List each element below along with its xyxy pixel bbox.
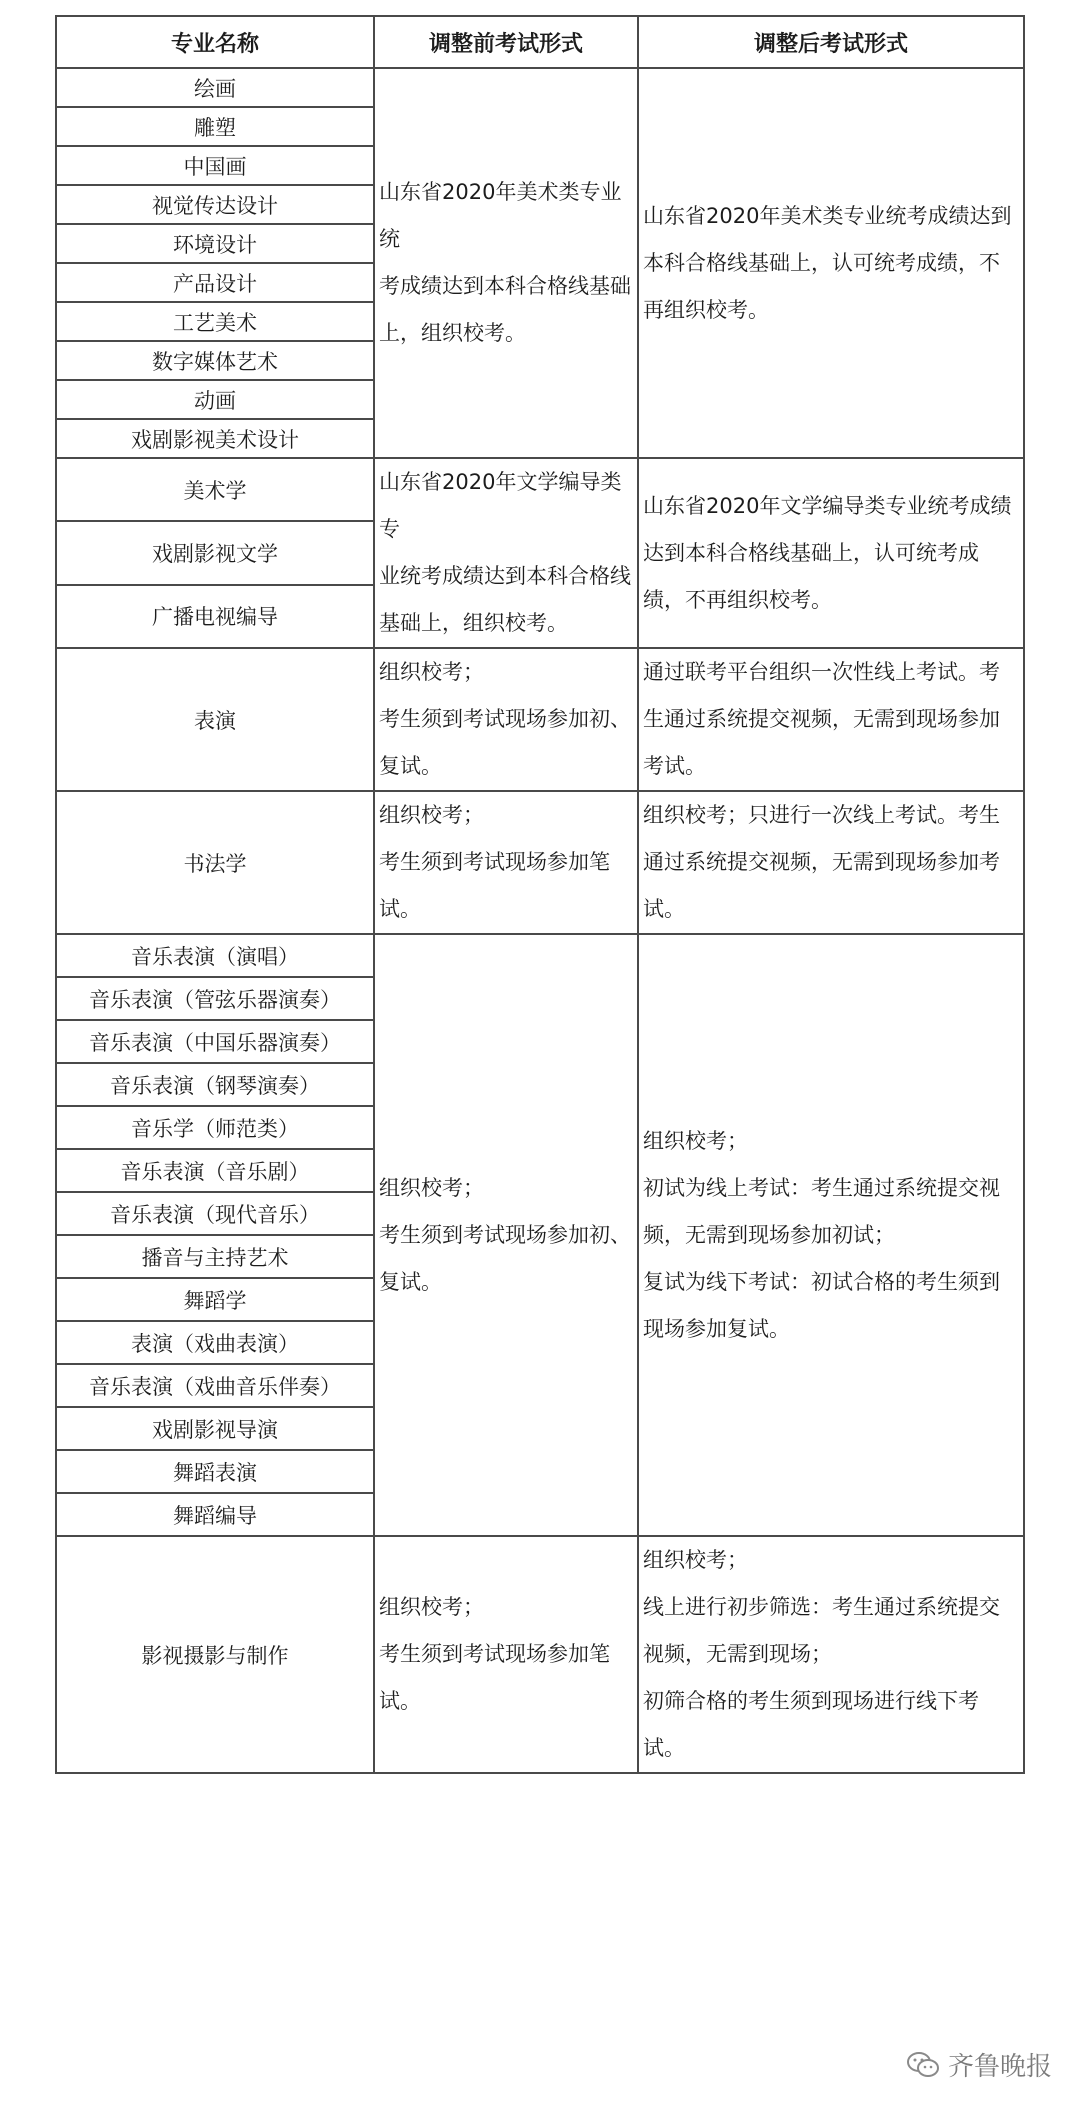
major-name-cell: 戏剧影视美术设计: [56, 419, 374, 458]
major-name-cell: 广播电视编导: [56, 585, 374, 648]
table-row: [56, 648, 1024, 791]
table-row: [56, 68, 1024, 107]
format-line: 线上进行初步筛选：考生通过系统提交: [643, 1595, 1000, 1619]
format-line: 山东省2020年美术类专业统考成绩达到: [643, 203, 1012, 228]
after-format-cell: [638, 648, 1024, 791]
after-format-cell: [638, 68, 1024, 458]
format-line: 考成绩达到本科合格线基础: [379, 274, 631, 298]
major-name-cell: 播音与主持艺术: [56, 1235, 374, 1278]
major-name-cell: 音乐表演（管弦乐器演奏）: [56, 977, 374, 1020]
format-line: 通过系统提交视频，无需到现场参加考: [643, 850, 1000, 874]
format-line: 组织校考；: [643, 1548, 748, 1572]
major-name-cell: 雕塑: [56, 107, 374, 146]
table-header-row: [56, 16, 1024, 68]
major-name-cell: 产品设计: [56, 263, 374, 302]
format-line: 复试。: [379, 1269, 442, 1294]
major-name-cell: 影视摄影与制作: [56, 1536, 374, 1773]
format-line: 业统考成绩达到本科合格线: [379, 564, 631, 588]
format-line: 试。: [643, 1736, 685, 1760]
header-before-format: 调整前考试形式: [374, 16, 638, 68]
major-name-cell: 舞蹈编导: [56, 1493, 374, 1536]
exam-format-table-container: [55, 15, 1023, 1774]
format-line: 组织校考；: [379, 1175, 484, 1200]
format-line: 山东省2020年美术类专业统: [379, 180, 622, 251]
format-line: 达到本科合格线基础上，认可统考成: [643, 540, 979, 565]
major-name-cell: 绘画: [56, 68, 374, 107]
major-name-cell: 美术学: [56, 458, 374, 521]
watermark: [906, 2046, 1052, 2083]
format-line: 视频，无需到现场；: [643, 1642, 832, 1666]
format-line: 复试为线下考试：初试合格的考生须到: [643, 1269, 1000, 1294]
format-line: 上，组织校考。: [379, 321, 526, 345]
major-name-cell: 工艺美术: [56, 302, 374, 341]
major-name-cell: 数字媒体艺术: [56, 341, 374, 380]
format-line: 频，无需到现场参加初试；: [643, 1222, 895, 1247]
format-line: 初试为线上考试：考生通过系统提交视: [643, 1175, 1000, 1200]
before-format-cell: [374, 648, 638, 791]
before-format-cell: [374, 791, 638, 934]
after-format-cell: [638, 934, 1024, 1536]
format-line: 考生须到考试现场参加笔: [379, 1642, 610, 1666]
major-name-cell: 音乐学（师范类）: [56, 1106, 374, 1149]
format-line: 考生须到考试现场参加初、: [379, 707, 631, 731]
table-row: [56, 791, 1024, 934]
format-line: 现场参加复试。: [643, 1316, 790, 1341]
format-line: 本科合格线基础上，认可统考成绩，不: [643, 250, 1000, 275]
format-line: 通过联考平台组织一次性线上考试。考: [643, 660, 1000, 684]
major-name-cell: 视觉传达设计: [56, 185, 374, 224]
table-body: [56, 68, 1024, 1773]
format-line: 试。: [643, 897, 685, 921]
major-name-cell: 表演: [56, 648, 374, 791]
major-name-cell: 戏剧影视导演: [56, 1407, 374, 1450]
before-format-cell: [374, 458, 638, 648]
format-line: 山东省2020年文学编导类专: [379, 470, 622, 541]
format-line: 组织校考；: [643, 1128, 748, 1153]
format-line: 组织校考；: [379, 1595, 484, 1619]
major-name-cell: 音乐表演（音乐剧）: [56, 1149, 374, 1192]
format-line: 考试。: [643, 754, 706, 778]
major-name-cell: 音乐表演（戏曲音乐伴奏）: [56, 1364, 374, 1407]
format-line: 试。: [379, 897, 421, 921]
format-line: 山东省2020年文学编导类专业统考成绩: [643, 493, 1012, 518]
major-name-cell: 舞蹈表演: [56, 1450, 374, 1493]
table-row: [56, 458, 1024, 521]
format-line: 试。: [379, 1689, 421, 1713]
major-name-cell: 书法学: [56, 791, 374, 934]
major-name-cell: 表演（戏曲表演）: [56, 1321, 374, 1364]
format-line: 绩，不再组织校考。: [643, 587, 832, 612]
major-name-cell: 动画: [56, 380, 374, 419]
major-name-cell: 舞蹈学: [56, 1278, 374, 1321]
major-name-cell: 戏剧影视文学: [56, 521, 374, 584]
major-name-cell: 中国画: [56, 146, 374, 185]
format-line: 再组织校考。: [643, 297, 769, 322]
major-name-cell: 音乐表演（中国乐器演奏）: [56, 1020, 374, 1063]
header-major-name: 专业名称: [56, 16, 374, 68]
after-format-cell: [638, 791, 1024, 934]
table-row: [56, 934, 1024, 977]
format-line: 考生须到考试现场参加笔: [379, 850, 610, 874]
after-format-cell: [638, 458, 1024, 648]
header-after-format: 调整后考试形式: [638, 16, 1024, 68]
format-line: 基础上，组织校考。: [379, 611, 568, 635]
format-line: 组织校考；: [379, 803, 484, 827]
exam-format-table: [55, 15, 1025, 1774]
before-format-cell: [374, 68, 638, 458]
after-format-cell: [638, 1536, 1024, 1773]
major-name-cell: 音乐表演（现代音乐）: [56, 1192, 374, 1235]
format-line: 组织校考；: [379, 660, 484, 684]
format-line: 生通过系统提交视频，无需到现场参加: [643, 707, 1000, 731]
format-line: 考生须到考试现场参加初、: [379, 1222, 631, 1247]
major-name-cell: 音乐表演（钢琴演奏）: [56, 1063, 374, 1106]
format-line: 复试。: [379, 754, 442, 778]
format-line: 组织校考；只进行一次线上考试。考生: [643, 803, 1000, 827]
before-format-cell: [374, 934, 638, 1536]
before-format-cell: [374, 1536, 638, 1773]
watermark-text: 齐鲁晚报: [947, 2052, 1052, 2082]
major-name-cell: 环境设计: [56, 224, 374, 263]
table-row: [56, 1536, 1024, 1773]
format-line: 初筛合格的考生须到现场进行线下考: [643, 1689, 979, 1713]
major-name-cell: 音乐表演（演唱）: [56, 934, 374, 977]
wechat-icon: [906, 2051, 940, 2079]
